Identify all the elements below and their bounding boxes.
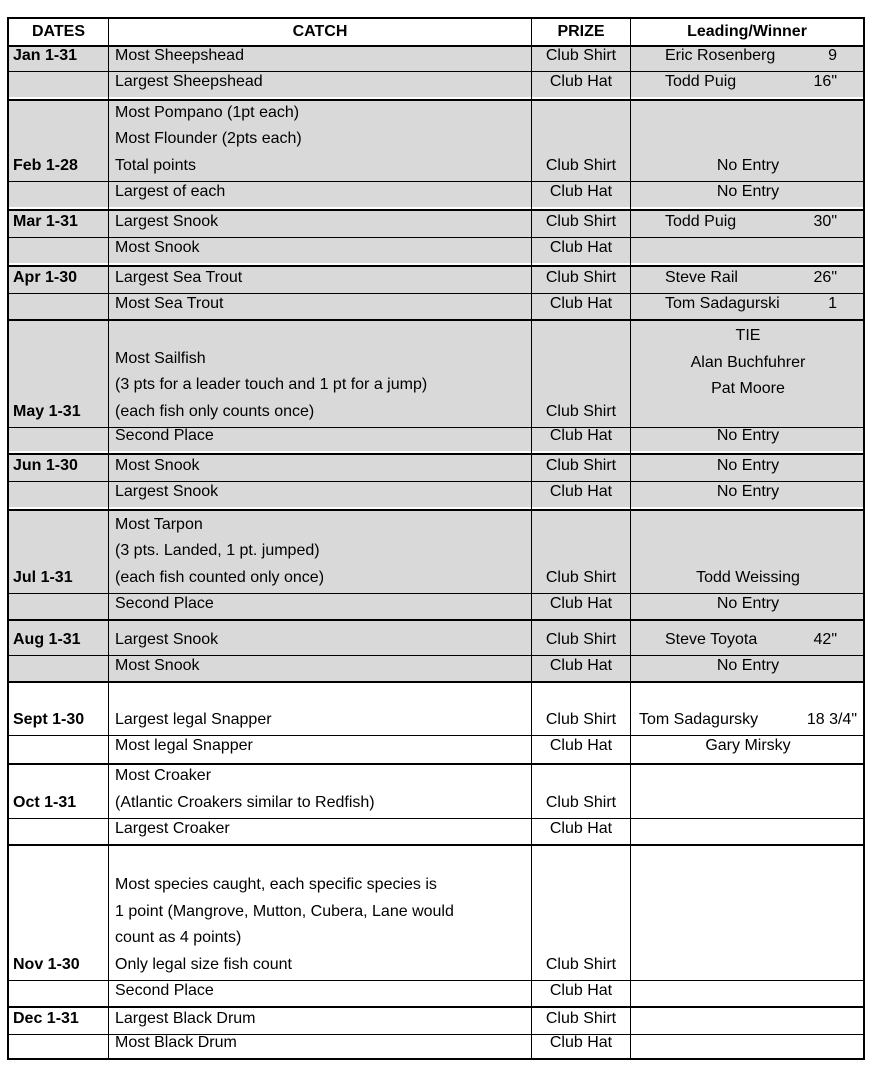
catch-description: Largest Sheepshead [115,73,263,90]
catch-description-line: Most Pompano (1pt each) [115,103,300,121]
date-range: Jun 1-30 [13,457,78,474]
winner-name: Tom Sadagurski [665,295,780,312]
winner-score: 30" [813,213,837,230]
column-divider [531,19,532,1058]
prize: Club Shirt [545,403,617,420]
winner-score: 26" [813,269,837,286]
catch-description: Most legal Snapper [115,737,253,754]
date-range: May 1-31 [13,403,81,420]
winner: No Entry [716,427,780,444]
table-row [9,293,863,319]
winner: No Entry [716,657,780,674]
date-range: Mar 1-31 [13,213,78,230]
winner: No Entry [716,157,780,174]
catch-description-line: (each fish only counts once) [115,402,315,420]
winner-score: 42" [813,631,837,648]
prize: Club Hat [549,1034,613,1051]
catch-description-line: Total points [115,156,196,174]
catch-description-line: (each fish counted only once) [115,568,325,586]
prize: Club Hat [549,295,613,312]
column-divider [630,19,631,1058]
date-range: Apr 1-30 [13,269,78,286]
catch-description: Most Snook [115,657,200,674]
catch-description: Largest Croaker [115,820,230,837]
prize: Club Shirt [545,213,617,230]
table-row [9,71,863,97]
catch-description: Largest Snook [115,213,219,230]
date-range: Aug 1-31 [13,631,81,648]
prize: Club Hat [549,183,613,200]
catch-description-line: Most Tarpon [115,515,203,533]
winner-name: Todd Puig [665,213,737,230]
table-row [9,1034,863,1058]
prize: Club Hat [549,483,613,500]
prize: Club Shirt [545,1010,617,1027]
table-row [9,427,863,451]
catch-description-line: (3 pts for a leader touch and 1 pt for a jump) [115,376,428,393]
prize: Club Shirt [545,956,617,973]
catch-description-line: (Atlantic Croakers similar to Redfish) [115,793,375,811]
date-range: Nov 1-30 [13,956,80,973]
prize: Club Hat [549,427,613,444]
catch-description: Most Sheepshead [115,47,244,64]
catch-description-line: Most Sailfish [115,349,206,367]
header-winner: Leading/Winner [687,23,807,40]
table-row [9,593,863,619]
catch-description: Largest legal Snapper [115,711,272,728]
table-row [9,453,863,481]
date-range: Sept 1-30 [13,711,85,728]
catch-description: Most Snook [115,457,200,474]
winner: No Entry [716,457,780,474]
winner-name: Steve Rail [665,269,738,286]
date-range: Jan 1-31 [13,47,78,64]
winner-name: Steve Toyota [665,631,758,648]
date-range: Feb 1-28 [13,157,78,174]
table-row [9,844,863,980]
prize: Club Shirt [545,794,617,811]
catch-description: Most Black Drum [115,1034,237,1051]
prize: Club Shirt [545,457,617,474]
prize: Club Hat [549,239,613,256]
catch-description: Second Place [115,982,214,999]
table-row [9,237,863,263]
catch-description-line: Most Croaker [115,767,212,784]
date-range: Oct 1-31 [13,794,77,811]
prize: Club Shirt [545,157,617,174]
winner-line: Alan Buchfuhrer [690,353,806,371]
prize: Club Shirt [545,631,617,648]
prize: Club Hat [549,657,613,674]
table-row [9,45,863,71]
tournament-table [7,17,865,1060]
prize: Club Hat [549,737,613,754]
prize: Club Hat [549,820,613,837]
table-row [9,265,863,293]
catch-description: Most Sea Trout [115,295,224,312]
prize: Club Shirt [545,269,617,286]
column-divider [108,19,109,1058]
header-prize: PRIZE [557,23,605,40]
winner-line: Pat Moore [711,380,785,397]
table-row [9,181,863,207]
catch-description-line: Most species caught, each specific species is [115,876,437,893]
winner: Gary Mirsky [705,737,791,754]
date-range: Dec 1-31 [13,1010,79,1027]
catch-description: Largest Snook [115,631,219,648]
prize: Club Shirt [545,47,617,64]
table-row [9,209,863,237]
catch-description: Second Place [115,427,214,444]
winner-score: 16" [813,73,837,90]
winner: No Entry [716,595,780,612]
prize: Club Shirt [545,711,617,728]
date-range: Jul 1-31 [13,569,73,586]
winner-score: 1 [828,295,837,312]
winner-score: 9 [828,47,837,64]
table-row [9,681,863,735]
winner-name: Todd Puig [665,73,737,90]
catch-description: Largest Black Drum [115,1010,256,1027]
prize: Club Hat [549,73,613,90]
catch-description: Largest Snook [115,483,219,500]
table-row [9,509,863,593]
winner-line: TIE [735,327,761,344]
winner: No Entry [716,483,780,500]
header-catch: CATCH [292,23,348,40]
table-row [9,763,863,818]
table-row [9,735,863,761]
winner: No Entry [716,183,780,200]
catch-description: Second Place [115,595,214,612]
catch-description: Most Snook [115,239,200,256]
table-row [9,319,863,427]
table-row [9,619,863,655]
winner-name: Eric Rosenberg [665,47,776,64]
winner: Todd Weissing [696,569,800,586]
winner-name: Tom Sadagursky [639,711,759,728]
table-row [9,818,863,844]
table-row [9,99,863,181]
header-dates: DATES [31,23,86,40]
prize: Club Hat [549,982,613,999]
catch-description: Largest Sea Trout [115,269,243,286]
table-row [9,481,863,507]
prize: Club Hat [549,595,613,612]
catch-description-line: Most Flounder (2pts each) [115,130,302,147]
catch-description-line: 1 point (Mangrove, Mutton, Cubera, Lane would [115,902,454,920]
winner-score: 18 3/4" [806,711,857,728]
table-row [9,655,863,681]
catch-description-line: count as 4 points) [115,929,242,946]
prize: Club Shirt [545,569,617,586]
table-row [9,980,863,1006]
catch-description-line: (3 pts. Landed, 1 pt. jumped) [115,542,320,559]
catch-description: Largest of each [115,183,226,200]
header-row [9,19,863,45]
catch-description-line: Only legal size fish count [115,955,292,973]
